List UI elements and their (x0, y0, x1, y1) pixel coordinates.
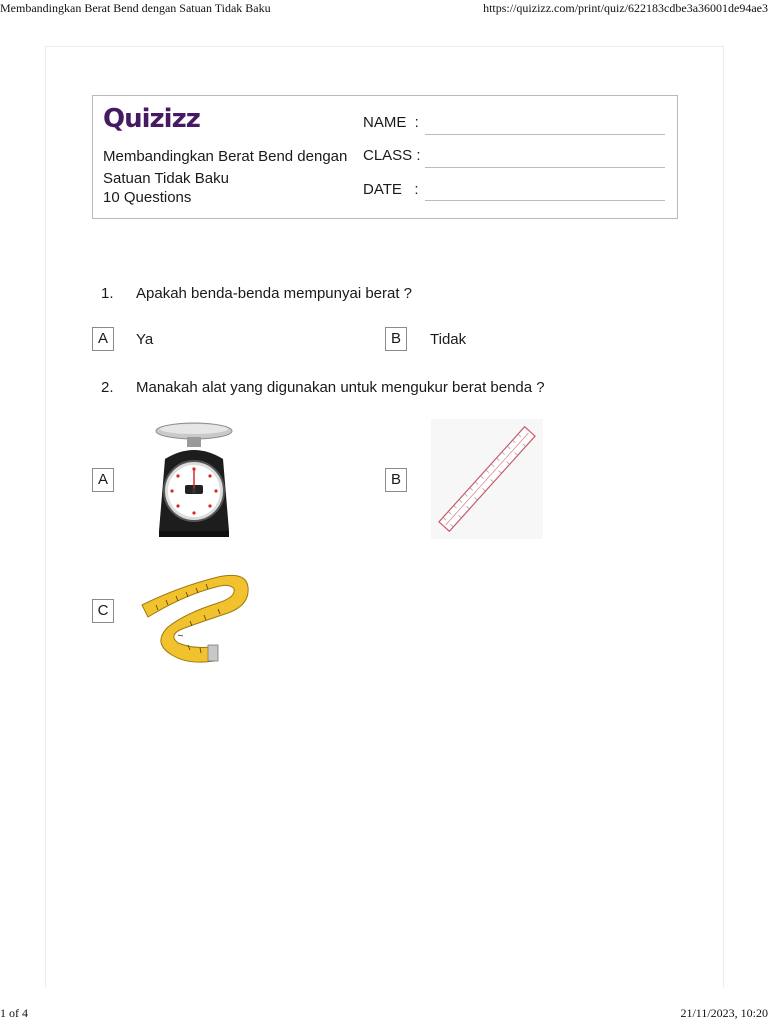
question-2-text: Manakah alat yang digunakan untuk mengukur berat benda ? (136, 379, 545, 396)
page-indicator: 1 of 4 (0, 1006, 28, 1020)
kitchen-scale-image (151, 419, 237, 539)
quiz-sheet (45, 46, 724, 987)
print-datetime: 21/11/2023, 10:20 (680, 1006, 768, 1020)
question-count: 10 Questions (103, 189, 192, 206)
question-2-option-a-box[interactable]: A (92, 468, 114, 492)
question-1-option-b-box[interactable]: B (385, 327, 407, 351)
question-1-option-a-text: Ya (136, 331, 154, 348)
date-label: DATE : (363, 181, 419, 198)
ruler-image (431, 419, 543, 539)
class-field[interactable] (425, 167, 665, 168)
quiz-title: Membandingkan Berat Bend dengan Satuan Tidak Baku (103, 148, 348, 187)
question-1-text: Apakah benda-benda mempunyai berat ? (136, 285, 413, 302)
print-header-title: Membandingkan Berat Bend dengan Satuan Tidak Baku (0, 1, 271, 15)
print-footer (0, 1006, 768, 1024)
print-header-url: https://quizizz.com/print/quiz/622183cdbe3a36001de94ae3 (483, 1, 768, 15)
question-2-option-c-box[interactable]: C (92, 599, 114, 623)
question-1-option-b-text: Tidak (430, 331, 467, 348)
name-label: NAME : (363, 114, 419, 131)
date-field[interactable] (425, 200, 665, 201)
class-label: CLASS : (363, 147, 421, 164)
question-2-number: 2. (101, 379, 114, 396)
print-header (0, 0, 768, 18)
name-field[interactable] (425, 134, 665, 135)
question-1-option-a-box[interactable]: A (92, 327, 114, 351)
question-1-number: 1. (101, 285, 114, 302)
quizizz-logo: Quizizz (103, 104, 200, 134)
quiz-header-box (92, 95, 678, 219)
measuring-tape-image (138, 565, 250, 669)
question-2-option-b-box[interactable]: B (385, 468, 407, 492)
